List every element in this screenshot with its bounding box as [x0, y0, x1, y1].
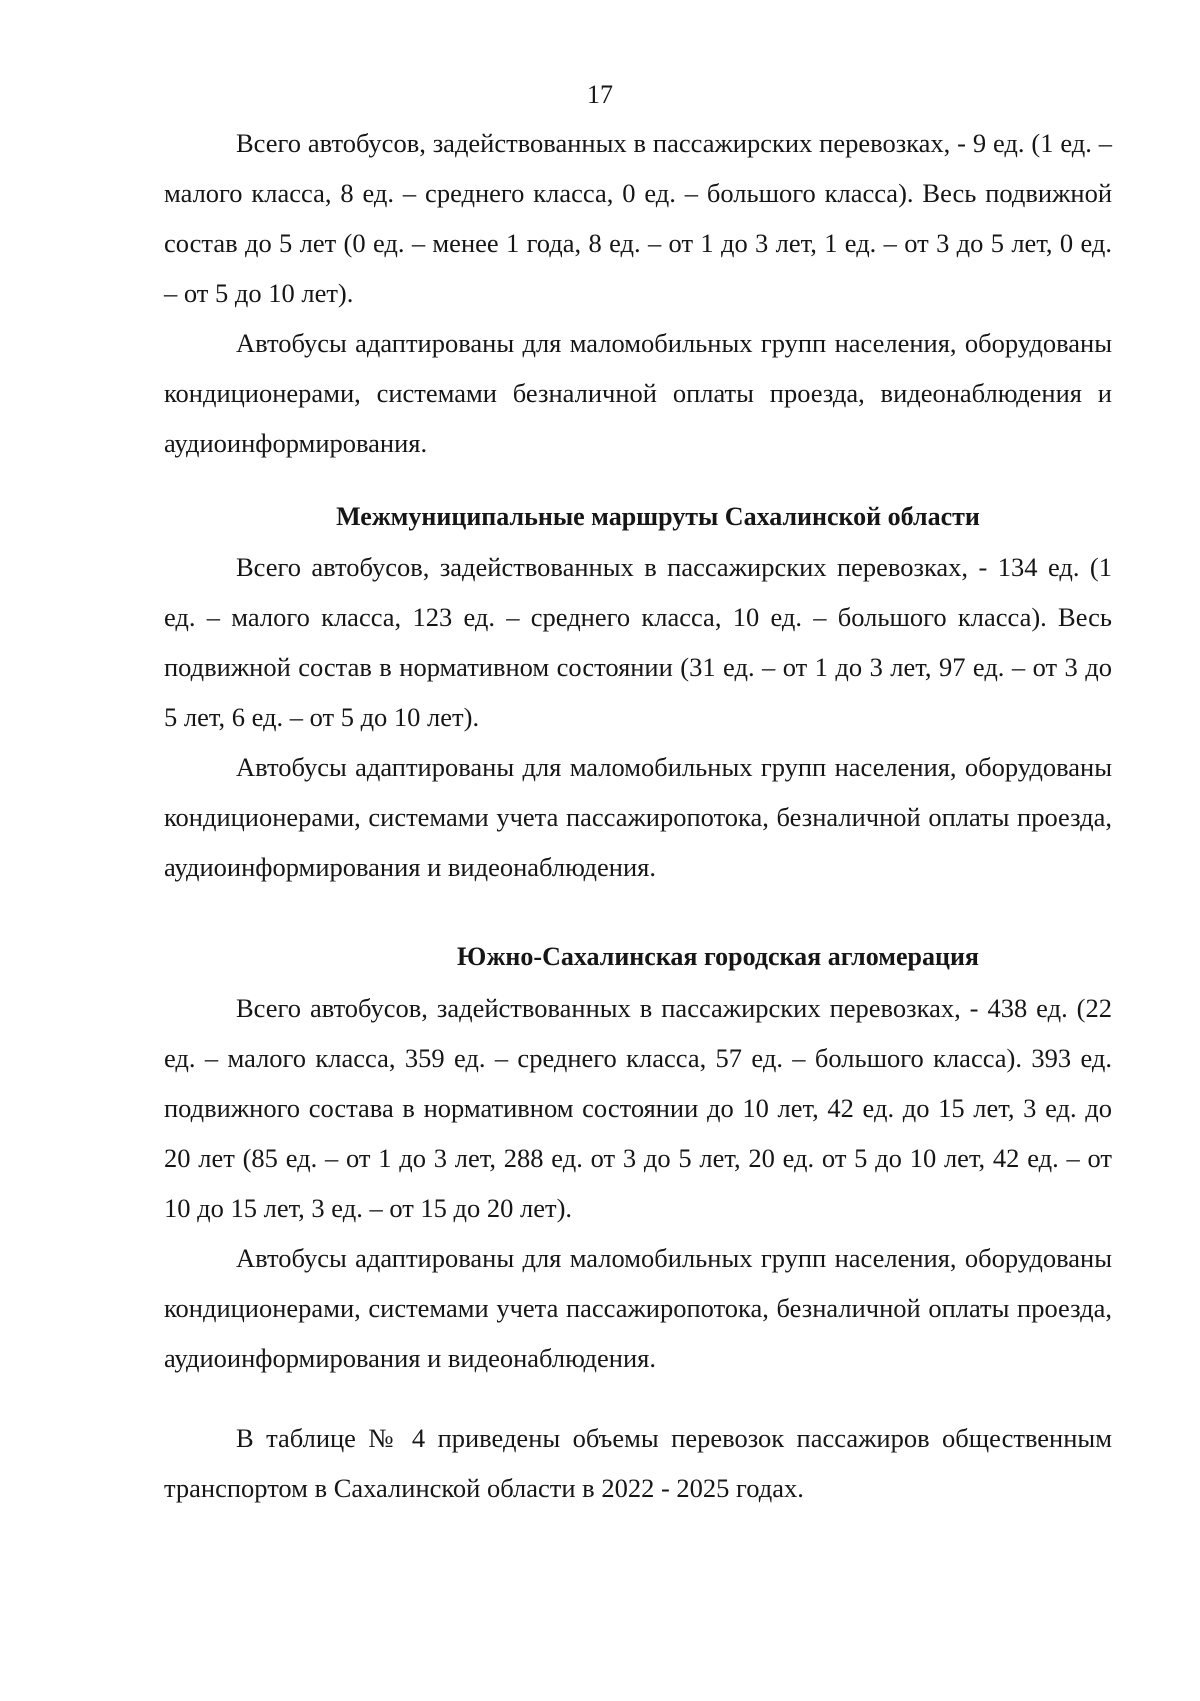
paragraph-bus-count: Всего автобусов, задействованных в пассажирских перевозках, - 134 ед. (1 ед. – малого класса, 123 ед. – среднего класса, 10 ед. – большого класса). Весь подвижной состав в нормативном состоянии (31 ед. – от 1 до 3 лет, 97 ед. – от 3 до 5 лет, 6 ед. – от 5 до 10 лет).: [164, 552, 1112, 732]
paragraph-bus-equipment: Автобусы адаптированы для маломобильных групп населения, оборудованы кондиционерами, системами безналичной оплаты проезда, видеонаблюдения и аудиоинформирования.: [164, 328, 1112, 458]
paragraph-bus-equipment: Автобусы адаптированы для маломобильных групп населения, оборудованы кондиционерами, системами учета пассажиропотока, безналичной оплаты проезда, аудиоинформирования и видеонаблюдения.: [164, 1243, 1112, 1373]
paragraph-table-reference: В таблице № 4 приведены объемы перевозок пассажиров общественным транспортом в Сахалинской области в 2022 - 2025 годах.: [164, 1423, 1112, 1503]
section-agglomeration: [164, 983, 1112, 1383]
section-heading-agglomeration: Южно-Сахалинская городская агломерация: [456, 942, 980, 971]
paragraph-bus-count: Всего автобусов, задействованных в пассажирских перевозках, - 9 ед. (1 ед. – малого класса, 8 ед. – среднего класса, 0 ед. – большого класса). Весь подвижной состав до 5 лет (0 ед. – менее 1 года, 8 ед. – от 1 до 3 лет, 1 ед. – от 3 до 5 лет, 0 ед. – от 5 до 10 лет).: [164, 128, 1112, 308]
section-heading-intermunicipal: Межмуниципальные маршруты Сахалинской области: [336, 502, 980, 531]
paragraph-bus-equipment: Автобусы адаптированы для маломобильных групп населения, оборудованы кондиционерами, системами учета пассажиропотока, безналичной оплаты проезда, аудиоинформирования и видеонаблюдения.: [164, 752, 1112, 882]
section-intermunicipal-routes: [164, 542, 1112, 892]
page-number: 17: [587, 80, 613, 109]
paragraph-bus-count: Всего автобусов, задействованных в пассажирских перевозках, - 438 ед. (22 ед. – малого класса, 359 ед. – среднего класса, 57 ед. – большого класса). 393 ед. подвижного состава в нормативном состоянии до 10 лет, 42 ед. до 15 лет, 3 ед. до 20 лет (85 ед. – от 1 до 3 лет, 288 ед. от 3 до 5 лет, 20 ед. от 5 до 10 лет, 42 ед. – от 10 до 15 лет, 3 ед. – от 15 до 20 лет).: [164, 993, 1112, 1223]
section-city-buses: [164, 118, 1112, 468]
section-table-reference: [164, 1413, 1112, 1513]
